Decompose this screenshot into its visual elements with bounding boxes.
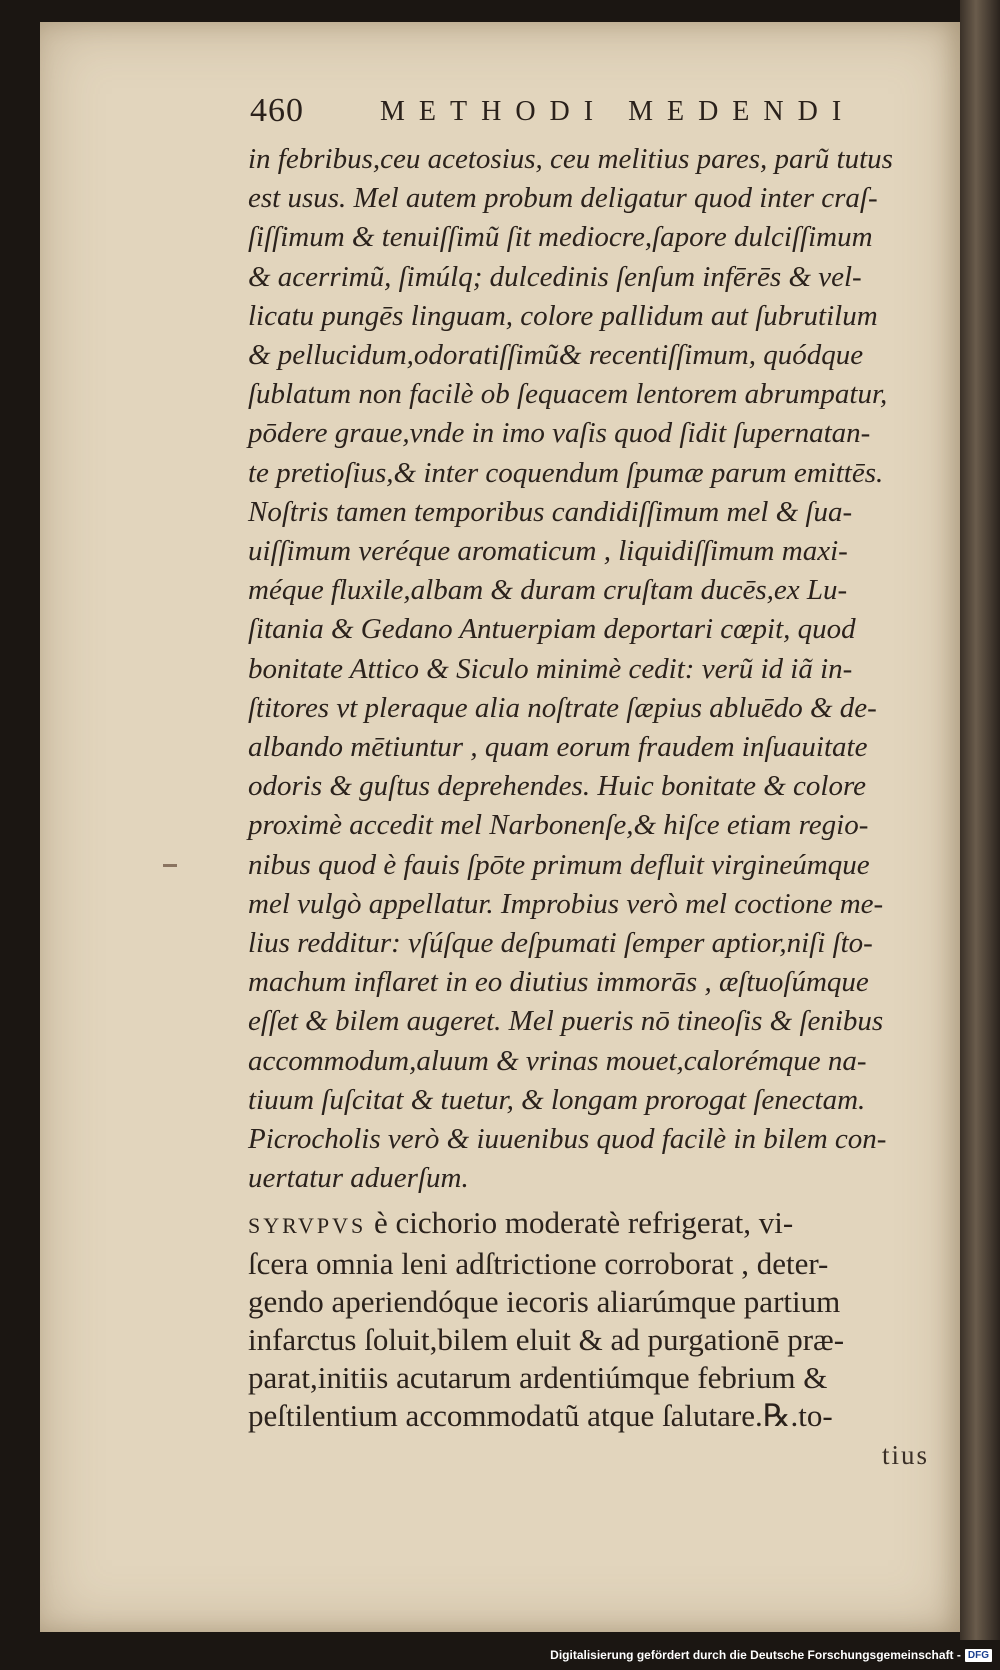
running-head: METHODI MEDENDI	[380, 96, 856, 127]
text-line: machum inflaret in eo diutius immorās , æſtuoſúmque	[248, 966, 869, 999]
text-line: te pretioſius,& inter coquendum ſpumæ parum emittēs.	[248, 456, 884, 489]
text-line-rest: è cichorio moderatè refrigerat, vi-	[366, 1205, 794, 1240]
text-line: uiſſimum veréque aromaticum , liquidiſſimum maxi-	[248, 535, 848, 568]
text-line: parat,initiis acutarum ardentiúmque febrium &	[248, 1360, 828, 1395]
section-lead-word: SYRVPVS	[248, 1213, 367, 1238]
text-line: accommodum,aluum & vrinas mouet,calorémque na-	[248, 1044, 867, 1077]
text-line: odoris & guſtus deprehendes. Huic bonitate & colore	[248, 770, 867, 803]
book-page	[40, 22, 960, 1632]
text-line: pōdere graue,vnde in imo vaſis quod ſidit ſupernatan-	[248, 417, 871, 450]
digitization-footer	[550, 1644, 992, 1666]
text-line	[248, 1204, 948, 1245]
text-line: méque fluxile,albam & duram cruſtam ducēs,ex Lu-	[248, 574, 848, 607]
roman-text-block	[248, 1204, 948, 1435]
text-line: tiuum ſuſcitat & tuetur, & longam prorogat ſenectam.	[248, 1083, 866, 1116]
text-line: Picrocholis verò & iuuenibus quod facilè in bilem con-	[248, 1123, 887, 1156]
text-line: est usus. Mel autem probum deligatur quod inter craſ-	[248, 182, 878, 215]
text-line: bonitate Attico & Siculo minimè cedit: verũ id iã in-	[248, 652, 853, 685]
text-line: ſcera omnia leni adſtrictione corroborat , deter-	[248, 1246, 829, 1281]
italic-text-block	[248, 140, 948, 1198]
text-line: in febribus,ceu acetosius, ceu melitius pares, parũ tutus	[248, 143, 893, 175]
dfg-logo-icon: DFG	[965, 1649, 992, 1662]
text-line: lius redditur: vſúſque deſpumati ſemper aptior,niſi ſto-	[248, 927, 873, 960]
text-line: eſſet & bilem augeret. Mel pueris nō tineoſis & ſenibus	[248, 1005, 884, 1038]
page-number: 460	[250, 92, 304, 129]
text-line: infarctus ſoluit,bilem eluit & ad purgationē præ-	[248, 1322, 845, 1357]
text-line: ſtitores vt pleraque alia noſtrate ſæpius abluēdo & de-	[248, 691, 877, 724]
footer-text: Digitalisierung gefördert durch die Deutsche Forschungsgemeinschaft -	[550, 1648, 961, 1662]
page-header	[250, 92, 950, 138]
text-line: peſtilentium accommodatũ atque ſalutare.℞.to-	[248, 1398, 833, 1433]
text-line: licatu pungēs linguam, colore pallidum aut ſubrutilum	[248, 299, 878, 332]
text-line: ſublatum non facilè ob ſequacem lentorem abrumpatur,	[248, 378, 888, 411]
text-line: & pellucidum,odoratiſſimũ& recentiſſimum, quódque	[248, 339, 864, 372]
text-line: Noſtris tamen temporibus candidiſſimum mel & ſua-	[248, 495, 853, 528]
text-line: ſitania & Gedano Antuerpiam deportari cœpit, quod	[248, 613, 856, 646]
text-line: nibus quod è fauis ſpōte primum defluit virgineúmque	[248, 848, 870, 881]
text-line: proximè accedit mel Narbonenſe,& hiſce etiam regio-	[248, 809, 869, 842]
margin-dash	[163, 864, 177, 867]
text-line: & acerrimũ, ſimúlq; dulcedinis ſenſum infērēs & vel-	[248, 260, 862, 293]
text-line: albando mētiuntur , quam eorum fraudem inſuauitate	[248, 731, 868, 764]
text-line: uertatur aduerſum.	[248, 1162, 469, 1195]
text-line: gendo aperiendóque iecoris aliarúmque partium	[248, 1284, 841, 1319]
catchword: tius	[882, 1440, 930, 1470]
text-line: ſiſſimum & tenuiſſimũ ſit mediocre,ſapore dulciſſimum	[248, 221, 873, 254]
book-edge	[960, 0, 1000, 1640]
text-line: mel vulgò appellatur. Improbius verò mel coctione me-	[248, 887, 884, 920]
